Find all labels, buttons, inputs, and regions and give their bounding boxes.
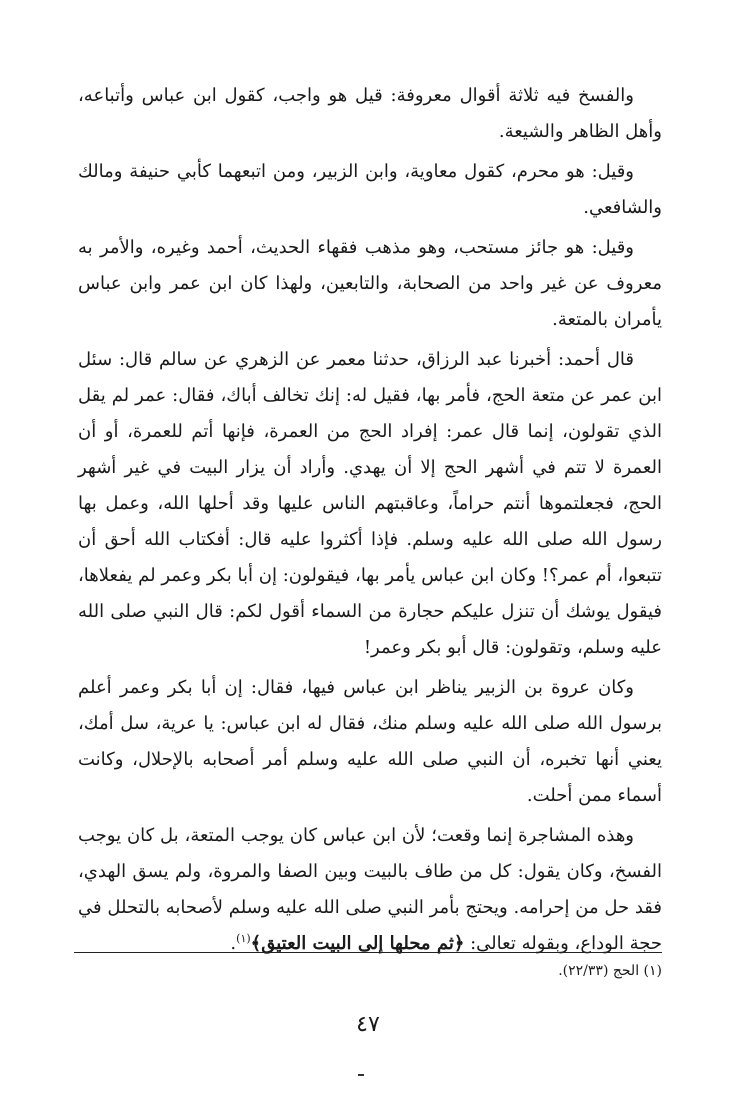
footnote-divider [74,952,662,953]
page-body [78,78,662,966]
paragraph-6-end: . [230,933,237,954]
paragraph-1: والفسخ فيه ثلاثة أقوال معروفة: قيل هو واجب، كقول ابن عباس وأتباعه، وأهل الظاهر والشيعة. [78,85,662,142]
paragraph-4: قال أحمد: أخبرنا عبد الرزاق، حدثنا معمر عن الزهري عن سالم قال: سئل ابن عمر عن متعة الحج، فأمر بها، فقيل له: إنك تخالف أباك، فقال: عمر لم يقل الذي تقولون، إنما قال عمر: إفراد الحج من العمرة، فإنها أتم للعمرة، أو أن العمرة لا تتم في أشهر الحج إلا أن يهدي. وأراد أن يزار البيت في غير أشهر الحج، فجعلتموها أنتم حراماً، وعاقبتهم الناس عليها وقد أحلها الله، وعمل بها رسول الله صلى الله عليه وسلم. فإذا أكثروا عليه قال: أفكتاب الله أحق أن تتبعوا، أم عمر؟! وكان ابن عباس يأمر بها، فيقولون: إن أبا بكر وعمر لم يفعلاها، فيقول يوشك أن تنزل عليكم حجارة من السماء أقول لكم: قال النبي صلى الله عليه وسلم، وتقولون: قال أبو بكر وعمر! [78,349,662,658]
footnote-ref[interactable]: (١) [236,932,251,945]
paragraph-3: وقيل: هو جائز مستحب، وهو مذهب فقهاء الحديث، أحمد وغيره، والأمر به معروف عن غير واحد من الصحابة، والتابعين، ولهذا كان ابن عمر وابن عباس يأمران بالمتعة. [78,237,662,330]
footnote: (١) الحج (٢٢/٣٣). [558,963,662,979]
paragraph-2: وقيل: هو محرم، كقول معاوية، وابن الزبير، ومن اتبعهما كأبي حنيفة ومالك والشافعي. [78,161,662,218]
page-mark [358,1074,364,1076]
paragraph-5: وكان عروة بن الزبير يناظر ابن عباس فيها، فقال: إن أبا بكر وعمر أعلم برسول الله صلى الله عليه وسلم منك، فقال له ابن عباس: يا عرية، سل أمك، يعني أنها تخبره، أن النبي صلى الله عليه وسلم أمر أصحابه بالإحلال، وكانت أسماء ممن أحلت. [78,677,662,806]
paragraph-6-text: وهذه المشاجرة إنما وقعت؛ لأن ابن عباس كان يوجب المتعة، بل كان يوجب الفسخ، وكان يقول: كل من طاف بالبيت وبين الصفا والمروة، ولم يسق الهدي، فقد حل من إحرامه. ويحتج بأمر النبي صلى الله عليه وسلم لأصحابه بالتحلل في حجة الوداع، وبقوله تعالى: [78,825,662,954]
quran-verse: ﴿ثم محلها إلى البيت العتيق﴾ [250,933,465,954]
paragraph-6 [78,818,662,962]
page-number: ٤٧ [356,1012,380,1037]
